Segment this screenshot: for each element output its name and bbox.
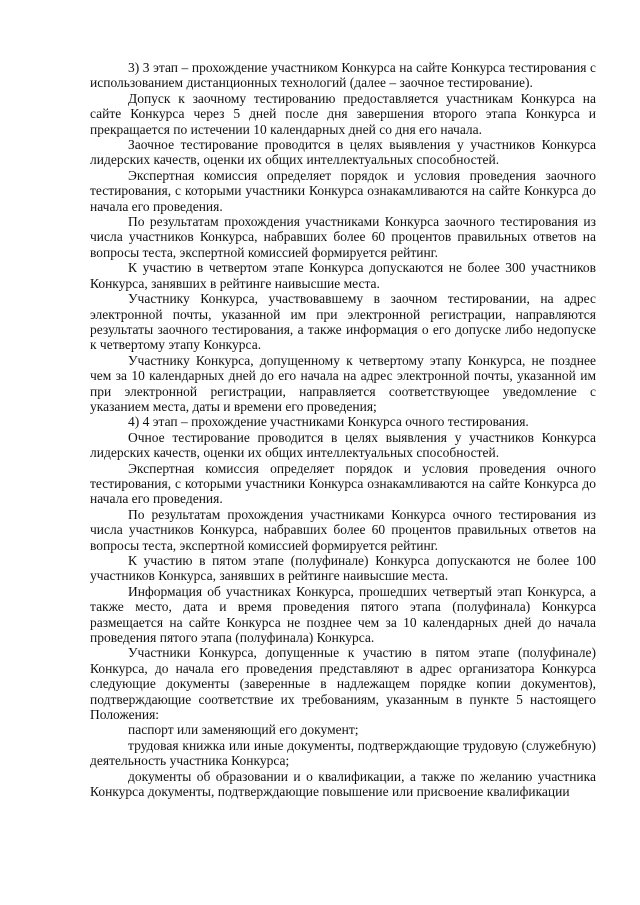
list-item-passport: паспорт или заменяющий его документ;	[128, 722, 359, 738]
paragraph-stage-5-info: Информация об участниках Конкурса, прошедших четвертый этап Конкурса, а также место, дата и время проведения пятого этапа (полуфинала) Конкурса размещается на сайте Конкурса не позднее чем за 10 календарных дней до начала проведения пятого этапа (полуфинала) Конкурса.	[90, 583, 596, 646]
paragraph-stage-4-notice: Участнику Конкурса, допущенному к четвертому этапу Конкурса, не позднее чем за 10 календарных дней до его начала на адрес электронной почты, указанной им при электронной регистрации, направляется соответствующее уведомление с указанием места, даты и времени его проведения;	[90, 352, 596, 414]
paragraph-stage-3: 3) 3 этап – прохождение участником Конкурса на сайте Конкурса тестирования с использованием дистанционных технологий (далее – заочное тестирование).	[90, 60, 596, 91]
list-item-education-documents: документы об образовании и о квалификации, а также по желанию участника Конкурса документы, подтверждающие повышение или присвоение квалификации	[90, 768, 596, 800]
paragraph-stage-4: 4) 4 этап – прохождение участниками Конкурса очного тестирования.	[128, 414, 529, 430]
paragraph-remote-rating: По результатам прохождения участниками Конкурса заочного тестирования из числа участников Конкурса, набравших более 60 процентов правильных ответов на вопросы теста, экспертной комиссией формируется рейтинг.	[90, 214, 596, 260]
paragraph-inperson-rating: По результатам прохождения участниками Конкурса очного тестирования из числа участников Конкурса, набравших более 60 процентов правильных ответов на вопросы теста, экспертной комиссией формируется рейтинг.	[90, 506, 596, 553]
paragraph-stage-5-admission: К участию в пятом этапе (полуфинале) Конкурса допускаются не более 100 участников Конкурса, занявших в рейтинге наивысшие места.	[90, 553, 596, 584]
paragraph-remote-procedure: Экспертная комиссия определяет порядок и условия проведения заочного тестирования, с которыми участники Конкурса ознакамливаются на сайте Конкурса до начала его проведения.	[90, 167, 596, 214]
paragraph-remote-access: Допуск к заочному тестированию предоставляется участникам Конкурса на сайте Конкурса через 5 дней после дня завершения второго этапа Конкурса и прекращается по истечении 10 календарных дней со дня его начала.	[90, 90, 596, 137]
paragraph-inperson-purpose: Очное тестирование проводится в целях выявления у участников Конкурса лидерских качеств, оценки их общих интеллектуальных способностей.	[90, 429, 596, 461]
paragraph-stage-5-documents: Участники Конкурса, допущенные к участию в пятом этапе (полуфинале) Конкурса, до начала его проведения представляют в адрес организатора Конкурса следующие документы (заверенные в надлежащем порядке копии документов), подтверждающие соответствие их требованиям, указанным в пункте 5 настоящего Положения:	[90, 645, 596, 723]
list-item-work-book: трудовая книжка или иные документы, подтверждающие трудовую (служебную) деятельность участника Конкурса;	[90, 737, 596, 769]
paragraph-inperson-procedure: Экспертная комиссия определяет порядок и условия проведения очного тестирования, с которыми участники Конкурса ознакамливаются на сайте Конкурса до начала его проведения.	[90, 460, 596, 507]
paragraph-remote-purpose: Заочное тестирование проводится в целях выявления у участников Конкурса лидерских качеств, оценки их общих интеллектуальных способностей.	[90, 137, 596, 168]
paragraph-remote-results: Участнику Конкурса, участвовавшему в заочном тестировании, на адрес электронной почты, указанной им при электронной регистрации, направляются результаты заочного тестирования, а также информация о его допуске либо недопуске к четвертому этапу Конкурса.	[90, 291, 596, 353]
paragraph-stage-4-admission: К участию в четвертом этапе Конкурса допускаются не более 300 участников Конкурса, занявших в рейтинге наивысшие места.	[90, 260, 596, 291]
